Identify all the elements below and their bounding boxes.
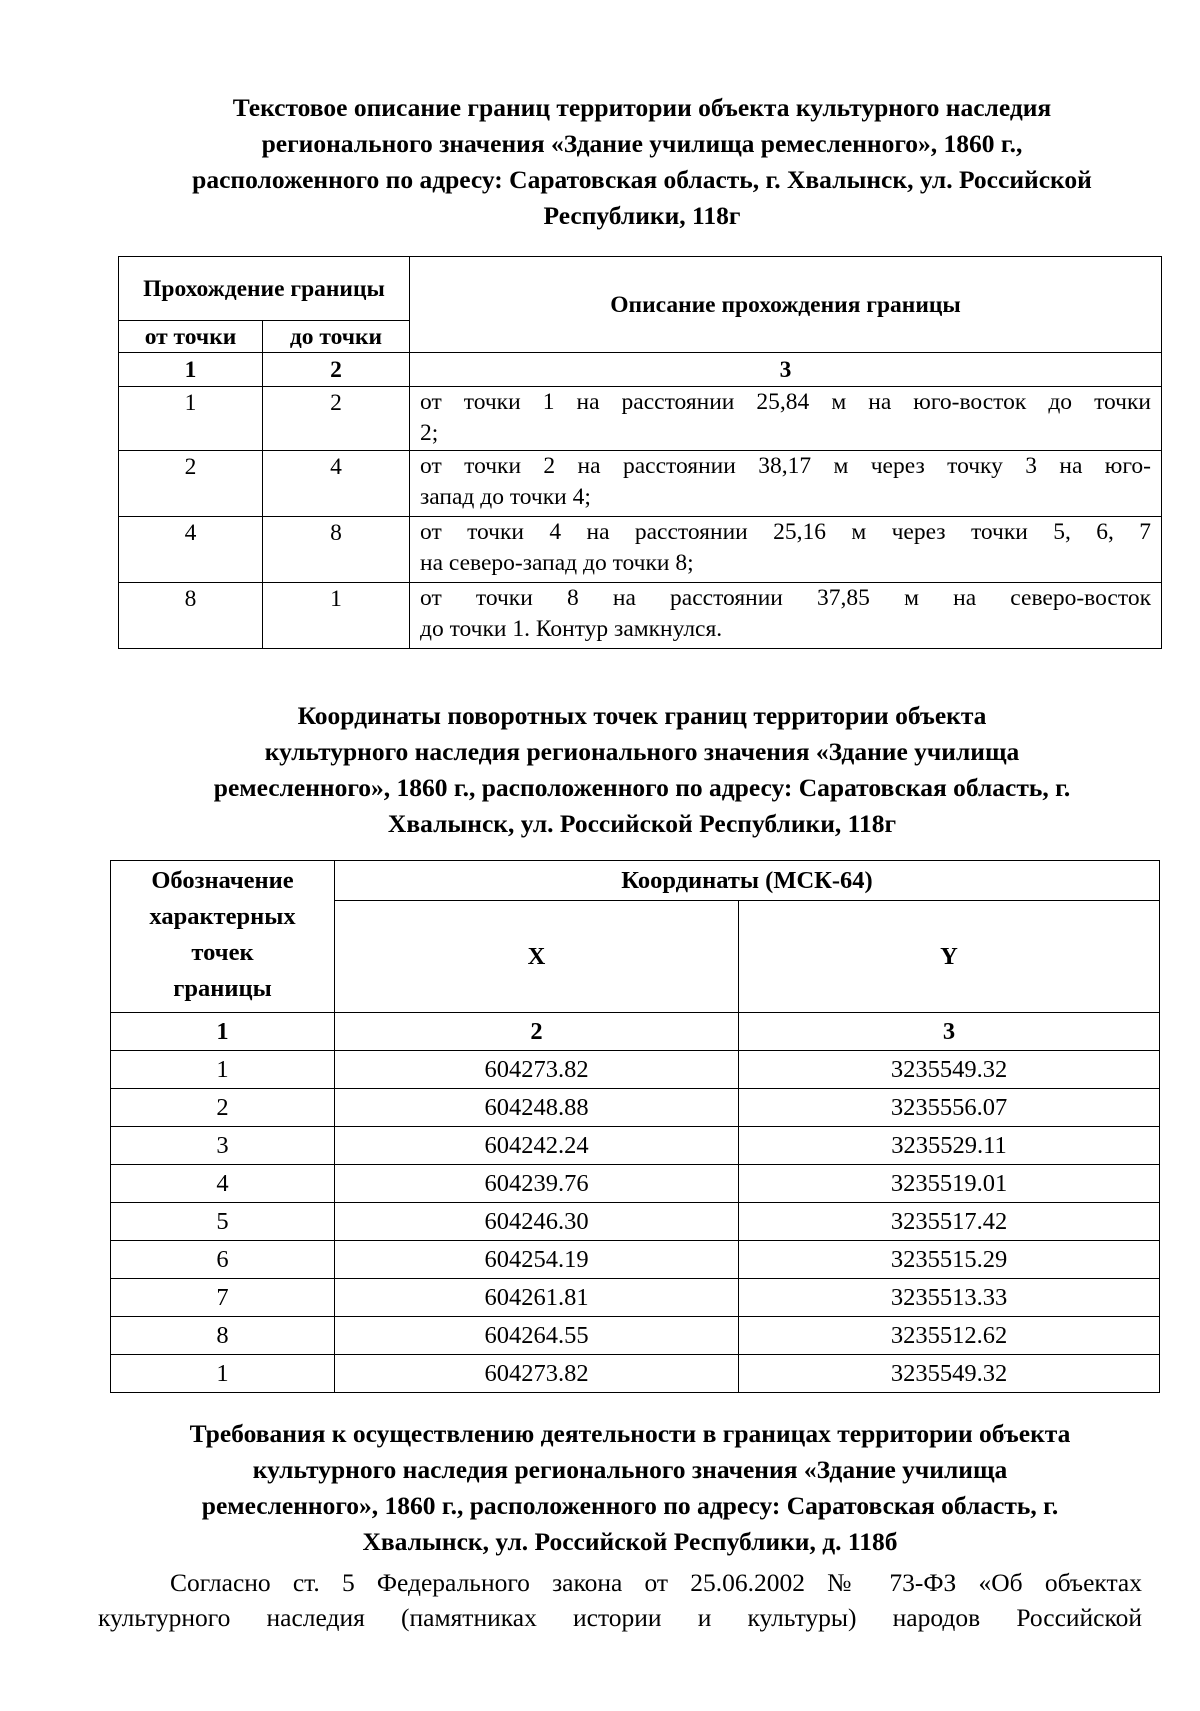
y-coordinate: 3235515.29: [739, 1241, 1160, 1279]
table-row: [111, 1165, 1160, 1203]
x-coordinate: 604248.88: [335, 1089, 739, 1127]
heading-line: Республики, 118г: [543, 201, 741, 230]
description-line: запад до точки 4;: [420, 484, 591, 510]
point-number: 5: [111, 1203, 335, 1241]
point-number: 6: [111, 1241, 335, 1279]
heading-line: культурного наследия регионального значения «Здание училища: [252, 1455, 1008, 1484]
y-coordinate: 3235556.07: [739, 1089, 1160, 1127]
column-number: 3: [410, 353, 1162, 387]
table-row: [119, 451, 1162, 517]
y-coordinate: 3235512.62: [739, 1317, 1160, 1355]
boundary-description: [410, 583, 1162, 649]
description-line: на северо-запад до точки 8;: [420, 550, 694, 576]
table-row: [119, 517, 1162, 583]
column-number: 1: [111, 1013, 335, 1051]
to-point: 2: [263, 387, 410, 451]
column-number: 1: [119, 353, 263, 387]
description-line: от точки 4 на расстоянии 25,16 м через точки 5, 6, 7: [420, 519, 1151, 545]
header-description: Описание прохождения границы: [410, 257, 1162, 353]
requirements-heading: [100, 1416, 1160, 1560]
x-coordinate: 604273.82: [335, 1051, 739, 1089]
boundary-description: [410, 517, 1162, 583]
point-number: 1: [111, 1355, 335, 1393]
header-line: точек: [191, 939, 254, 966]
point-number: 7: [111, 1279, 335, 1317]
body-paragraph: [98, 1565, 1142, 1635]
heading-line: Требования к осуществлению деятельности в границах территории объекта: [189, 1419, 1071, 1448]
column-number: 3: [739, 1013, 1160, 1051]
heading-line: расположенного по адресу: Саратовская область, г. Хвалынск, ул. Российской: [192, 165, 1092, 194]
x-coordinate: 604254.19: [335, 1241, 739, 1279]
description-line: до точки 1. Контур замкнулся.: [420, 616, 723, 642]
boundary-table: [118, 256, 1162, 649]
header-coordinates: Координаты (МСК-64): [335, 861, 1160, 901]
y-coordinate: 3235517.42: [739, 1203, 1160, 1241]
from-point: 4: [119, 517, 263, 583]
from-point: 2: [119, 451, 263, 517]
point-number: 2: [111, 1089, 335, 1127]
boundary-description: [410, 387, 1162, 451]
heading-line: Координаты поворотных точек границ территории объекта: [297, 701, 987, 730]
heading-line: Текстовое описание границ территории объекта культурного наследия: [232, 93, 1052, 122]
header-x: X: [335, 901, 739, 1013]
table-row: [111, 1089, 1160, 1127]
table-row: [119, 387, 1162, 451]
point-number: 8: [111, 1317, 335, 1355]
to-point: 8: [263, 517, 410, 583]
point-number: 1: [111, 1051, 335, 1089]
point-number: 4: [111, 1165, 335, 1203]
heading-line: ремесленного», 1860 г., расположенного по адресу: Саратовская область, г.: [213, 773, 1071, 802]
description-line: 2;: [420, 420, 439, 446]
header-boundary-passage: Прохождение границы: [119, 257, 410, 321]
table-row: [111, 1279, 1160, 1317]
table-row: [111, 1203, 1160, 1241]
heading-line: Хвалынск, ул. Российской Республики, д. 118б: [362, 1527, 898, 1556]
column-number: 2: [335, 1013, 739, 1051]
table-row: [111, 1127, 1160, 1165]
table-row: [111, 1241, 1160, 1279]
table-row: [119, 583, 1162, 649]
header-y: Y: [739, 901, 1160, 1013]
y-coordinate: 3235549.32: [739, 1355, 1160, 1393]
heading-line: культурного наследия регионального значения «Здание училища: [264, 737, 1020, 766]
x-coordinate: 604261.81: [335, 1279, 739, 1317]
table-row: [111, 1355, 1160, 1393]
coordinates-heading: [112, 698, 1172, 842]
header-from-point: от точки: [119, 321, 263, 353]
paragraph-line: культурного наследия (памятниках истории и культуры) народов Российской: [98, 1603, 1142, 1632]
x-coordinate: 604242.24: [335, 1127, 739, 1165]
table-row: [111, 1051, 1160, 1089]
y-coordinate: 3235513.33: [739, 1279, 1160, 1317]
column-number: 2: [263, 353, 410, 387]
x-coordinate: 604239.76: [335, 1165, 739, 1203]
table-row: [111, 1317, 1160, 1355]
heading-line: регионального значения «Здание училища ремесленного», 1860 г.,: [261, 129, 1023, 158]
y-coordinate: 3235529.11: [739, 1127, 1160, 1165]
header-line: границы: [173, 975, 272, 1002]
x-coordinate: 604246.30: [335, 1203, 739, 1241]
y-coordinate: 3235549.32: [739, 1051, 1160, 1089]
description-line: от точки 2 на расстоянии 38,17 м через точку 3 на юго-: [420, 453, 1151, 479]
header-point-designation: [111, 861, 335, 1013]
heading-line: ремесленного», 1860 г., расположенного по адресу: Саратовская область, г.: [201, 1491, 1059, 1520]
header-to-point: до точки: [263, 321, 410, 353]
from-point: 8: [119, 583, 263, 649]
boundary-description: [410, 451, 1162, 517]
to-point: 1: [263, 583, 410, 649]
heading-line: Хвалынск, ул. Российской Республики, 118г: [387, 809, 897, 838]
description-line: от точки 1 на расстоянии 25,84 м на юго-восток до точки: [420, 389, 1151, 415]
y-coordinate: 3235519.01: [739, 1165, 1160, 1203]
from-point: 1: [119, 387, 263, 451]
boundary-description-heading: [112, 90, 1172, 234]
to-point: 4: [263, 451, 410, 517]
paragraph-line: Согласно ст. 5 Федерального закона от 25.06.2002 № 73-ФЗ «Об объектах: [170, 1568, 1142, 1597]
header-line: Обозначение: [151, 867, 294, 894]
x-coordinate: 604273.82: [335, 1355, 739, 1393]
description-line: от точки 8 на расстоянии 37,85 м на северо-восток: [420, 585, 1151, 611]
point-number: 3: [111, 1127, 335, 1165]
header-line: характерных: [149, 903, 296, 930]
x-coordinate: 604264.55: [335, 1317, 739, 1355]
coordinates-table: [110, 860, 1160, 1393]
